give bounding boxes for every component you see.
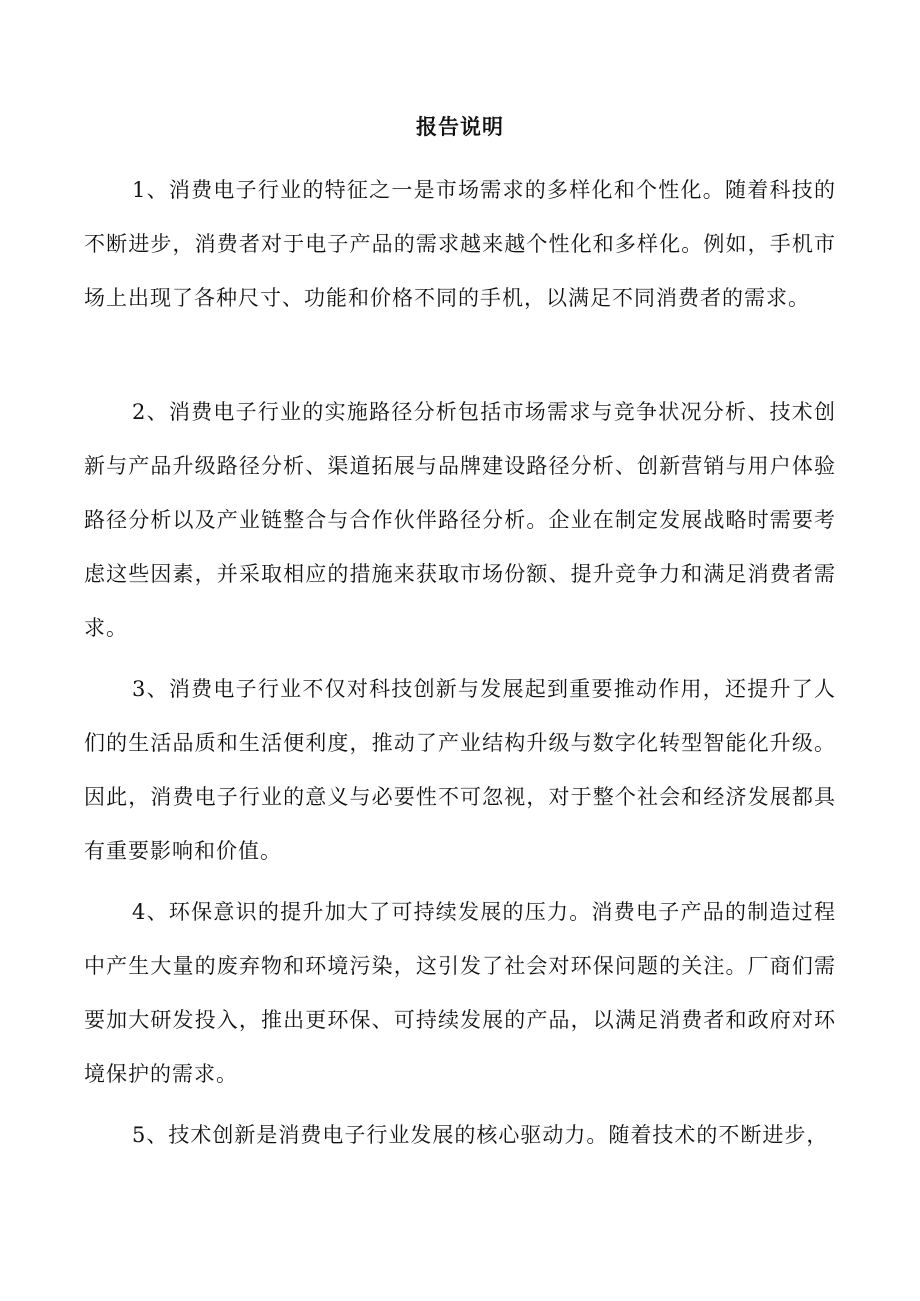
paragraph-5: 5、技术创新是消费电子行业发展的核心驱动力。随着技术的不断进步， xyxy=(132,1123,829,1147)
paragraph-4: 4、环保意识的提升加大了可持续发展的压力。消费电子产品的制造过程中产生大量的废弃物和环境污染，这引发了社会对环保问题的关注。厂商们需要加大研发投入，推出更环保、可持续发展的产品，以满足消费者和政府对环境保护的需求。 xyxy=(84,900,836,1086)
paragraph-1: 1、消费电子行业的特征之一是市场需求的多样化和个性化。随着科技的不断进步，消费者对于电子产品的需求越来越个性化和多样化。例如，手机市场上出现了各种尺寸、功能和价格不同的手机，以满足不同消费者的需求。 xyxy=(84,178,836,310)
paragraph-2: 2、消费电子行业的实施路径分析包括市场需求与竞争状况分析、技术创新与产品升级路径分析、渠道拓展与品牌建设路径分析、创新营销与用户体验路径分析以及产业链整合与合作伙伴路径分析。企业在制定发展战略时需要考虑这些因素，并采取相应的措施来获取市场份额、提升竞争力和满足消费者需求。 xyxy=(84,400,836,640)
page-title: 报告说明 xyxy=(416,114,504,139)
paragraph-3: 3、消费电子行业不仅对科技创新与发展起到重要推动作用，还提升了人们的生活品质和生活便利度，推动了产业结构升级与数字化转型智能化升级。因此，消费电子行业的意义与必要性不可忽视，对于整个社会和经济发展都具有重要影响和价值。 xyxy=(84,677,836,863)
